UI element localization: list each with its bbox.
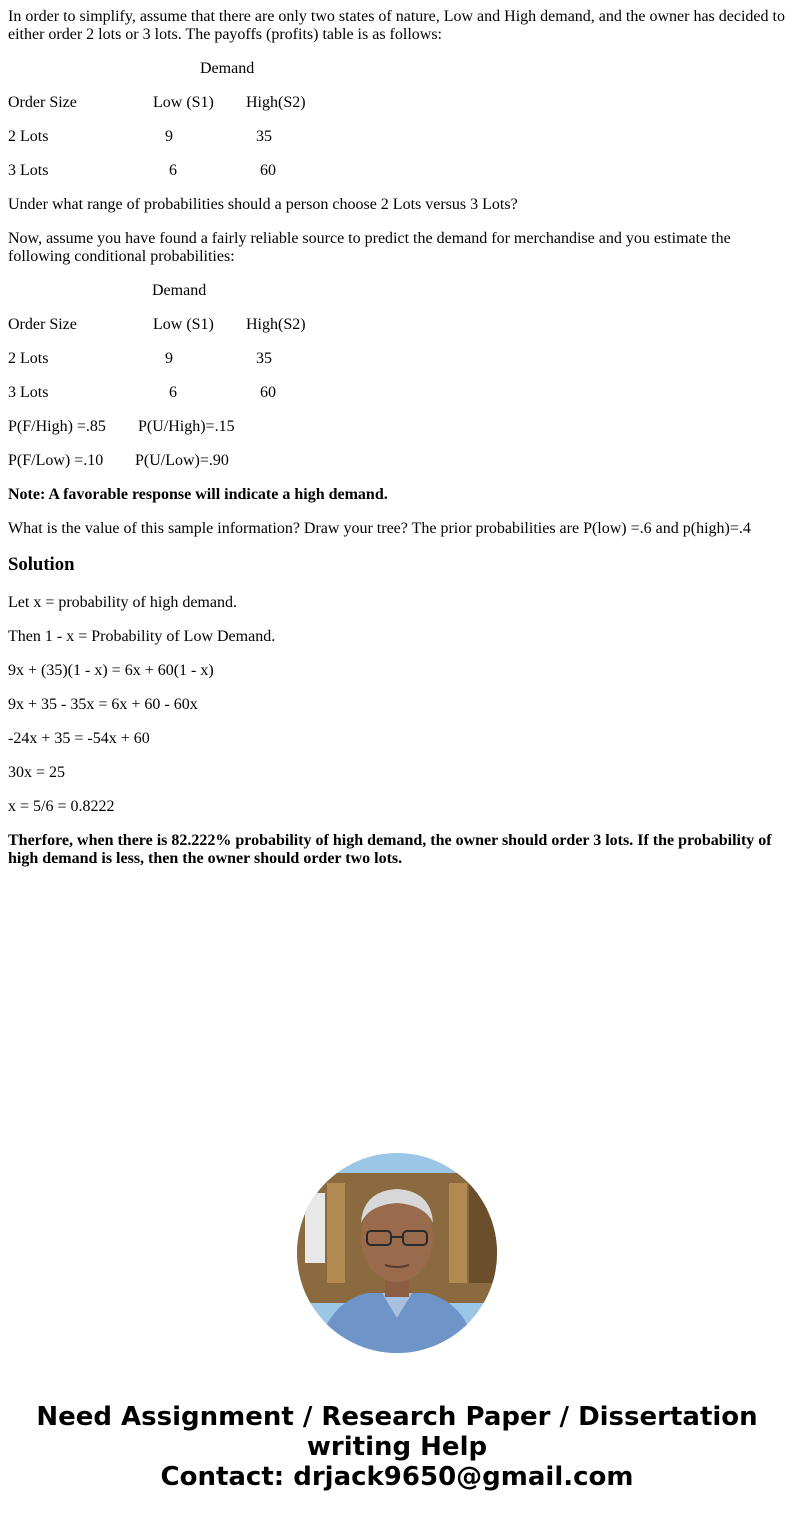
table1-cell: 9 <box>165 128 173 145</box>
portrait-image <box>297 1153 497 1353</box>
note: Note: A favorable response will indicate a high demand. <box>8 486 388 503</box>
solution-line: 30x = 25 <box>8 764 66 781</box>
question1: Under what range of probabilities should a person choose 2 Lots versus 3 Lots? <box>8 196 518 213</box>
table2-col-high: High(S2) <box>246 316 306 333</box>
table1-cell: 3 Lots <box>8 162 49 179</box>
table2-demand-header-row <box>8 282 786 300</box>
solution-line: 9x + 35 - 35x = 6x + 60 - 60x <box>8 696 198 713</box>
intro2-paragraph: Now, assume you have found a fairly reliable source to predict the demand for merchandise and you estimate the following conditional probabilities: <box>8 230 731 265</box>
table2-cell: 6 <box>169 384 177 401</box>
intro-paragraph: In order to simplify, assume that there are only two states of nature, Low and High demand, and the owner has decided to either order 2 lots or 3 lots. The payoffs (profits) table is as follows: <box>8 8 785 43</box>
table1-col-low: Low (S1) <box>153 94 214 111</box>
question2: What is the value of this sample information? Draw your tree? The prior probabilities are P(low) =.6 and p(high)=.4 <box>8 520 751 537</box>
table2-col-low: Low (S1) <box>153 316 214 333</box>
probability-unfavorable-low: P(U/Low)=.90 <box>135 452 229 469</box>
table2-cell: 35 <box>256 350 272 367</box>
probability-unfavorable-high: P(U/High)=.15 <box>138 418 235 435</box>
table2-cell: 2 Lots <box>8 350 49 367</box>
conclusion: Therfore, when there is 82.222% probability of high demand, the owner should order 3 lots. If the probability of high demand is less, then the owner should order two lots. <box>8 832 772 867</box>
probability-favorable-high: P(F/High) =.85 <box>8 418 106 435</box>
solution-heading: Solution <box>8 554 75 575</box>
table2-row <box>8 384 786 402</box>
author-photo <box>297 1153 497 1353</box>
probability-favorable-low: P(F/Low) =.10 <box>8 452 104 469</box>
solution-line: Then 1 - x = Probability of Low Demand. <box>8 628 276 645</box>
table1-cell: 2 Lots <box>8 128 49 145</box>
table1-header-row <box>8 94 786 112</box>
probability-row <box>8 452 786 470</box>
table1-cell: 35 <box>256 128 272 145</box>
table1-row <box>8 128 786 146</box>
footer-contact: Contact: drjack9650@gmail.com <box>160 1462 634 1492</box>
probability-row <box>8 418 786 436</box>
table2-demand-header: Demand <box>152 282 207 299</box>
solution-line: -24x + 35 = -54x + 60 <box>8 730 150 747</box>
table1-col-order-size: Order Size <box>8 94 77 111</box>
table2-cell: 3 Lots <box>8 384 49 401</box>
footer-line: writing Help <box>306 1432 488 1462</box>
solution-line: 9x + (35)(1 - x) = 6x + 60(1 - x) <box>8 662 214 679</box>
table1-demand-header: Demand <box>200 60 255 77</box>
solution-line: x = 5/6 = 0.8222 <box>8 798 115 815</box>
table1-cell: 60 <box>260 162 276 179</box>
table2-col-order-size: Order Size <box>8 316 77 333</box>
table2-row <box>8 350 786 368</box>
table1-col-high: High(S2) <box>246 94 306 111</box>
table2-cell: 60 <box>260 384 276 401</box>
table1-row <box>8 162 786 180</box>
footer-line: Need Assignment / Research Paper / Dissertation <box>36 1402 758 1432</box>
document-body <box>8 8 786 884</box>
table1-demand-header-row <box>8 60 786 78</box>
table2-cell: 9 <box>165 350 173 367</box>
solution-line: Let x = probability of high demand. <box>8 594 237 611</box>
footer-banner <box>0 1402 794 1492</box>
table2-header-row <box>8 316 786 334</box>
table1-cell: 6 <box>169 162 177 179</box>
